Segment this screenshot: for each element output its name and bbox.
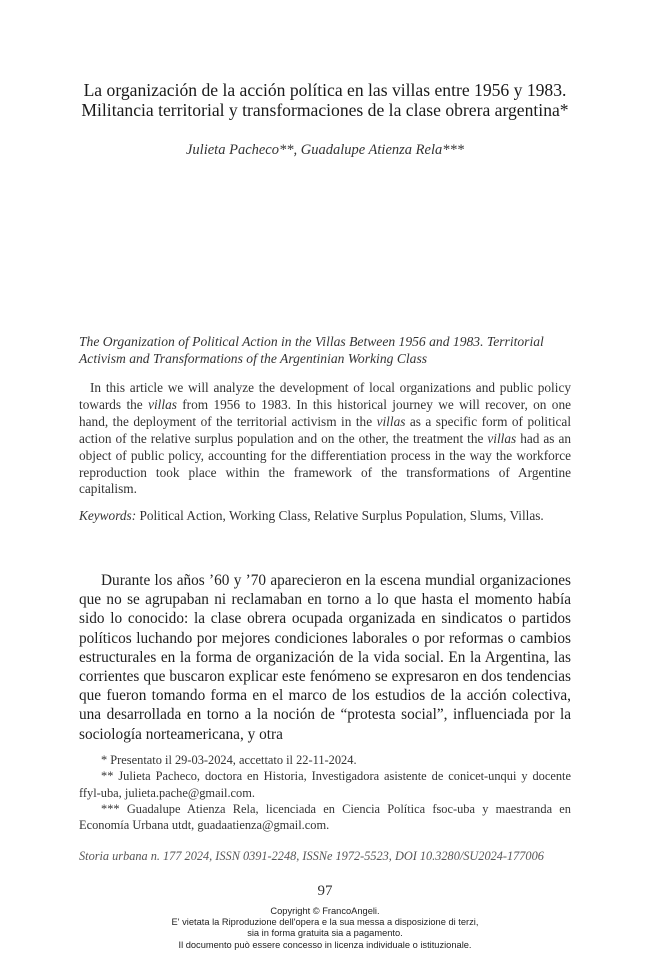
abstract-text-2: from 1956 to 1983. In this historical journey we will recover, on one hand, the deployment of the territorial activism in the: [79, 396, 572, 429]
abstract: [79, 380, 571, 498]
copyright-line-3: sia in forma gratuita sia a pagamento.: [247, 928, 403, 939]
abstract-villas-3: villas: [487, 430, 517, 446]
abstract-text-1: In this article we will analyze the development of local organizations and public policy towards the: [79, 380, 571, 412]
journal-citation: Storia urbana n. 177 2024, ISSN 0391-2248, ISSNe 1972-5523, DOI 10.3280/SU2024-177006: [79, 849, 544, 863]
page-number: 97: [317, 883, 333, 899]
footnote-3: *** Guadalupe Atienza Rela, licenciada en Ciencia Política fsoc-uba y maestranda en Economía Urbana utdt, guadaatienza@gmail.com.: [79, 801, 571, 833]
article-title-line-1: La organización de la acción política en las villas entre 1956 y 1983.: [83, 80, 567, 100]
abstract-text-3: as a specific form of political action of the relative surplus population and on the other, the treatment the: [79, 413, 572, 446]
article-title-line-2: Militancia territorial y transformaciones de la clase obrera argentina*: [81, 100, 569, 120]
abstract-villas-2: villas: [376, 413, 406, 429]
keywords-text: Political Action, Working Class, Relative Surplus Population, Slums, Villas.: [136, 508, 544, 523]
abstract-villas-1: villas: [148, 396, 177, 412]
keywords: [79, 507, 571, 524]
article-title: [0, 80, 650, 120]
body-paragraph: Durante los años ’60 y ’70 aparecieron en la escena mundial organizaciones que no se agrupaban ni reclamaban en torno a lo que hasta el momento había sido lo conocido: la clase obrera ocupada organizada en sindicatos o partidos políticos luchando por mejores condiciones laborales o por reformas o cambios estructurales en la forma de organización de la vida social. En la Argentina, las corrientes que buscaron explicar este fenómeno se expresaron en dos tendencias que fueron tomando forma en el marco de los estudios de la acción colectiva, una desarrollada en torno a la noción de “protesta social”, influenciada por la sociología norteamericana, y otra: [79, 572, 571, 743]
abstract-text-4: had as an object of public policy, accounting for the differentiation process in the way the workforce reproduction took place within the framework of the transformations of Argentine capitalism.: [79, 430, 571, 497]
copyright-line-4: Il documento può essere concesso in licenza individuale o istituzionale.: [178, 939, 472, 950]
footnote-2: ** Julieta Pacheco, doctora en Historia, Investigadora asistente de conicet-unqui y docente ffyl-uba, julieta.pache@gmail.com.: [79, 769, 571, 800]
copyright-line-1: Copyright © FrancoAngeli.: [270, 906, 380, 916]
footnote-1: * Presentato il 29-03-2024, accettato il 22-11-2024.: [101, 753, 357, 767]
footnotes: [79, 752, 571, 833]
english-title: The Organization of Political Action in the Villas Between 1956 and 1983. Territorial Activism and Transformations of the Argentinian Working Class: [79, 334, 544, 366]
keywords-label: Keywords:: [79, 508, 137, 523]
copyright-line-2: E' vietata la Riproduzione dell'opera e la sua messa a disposizione di terzi,: [171, 917, 479, 928]
authors: Julieta Pacheco**, Guadalupe Atienza Rela***: [186, 142, 464, 158]
copyright-notice: [0, 906, 650, 951]
